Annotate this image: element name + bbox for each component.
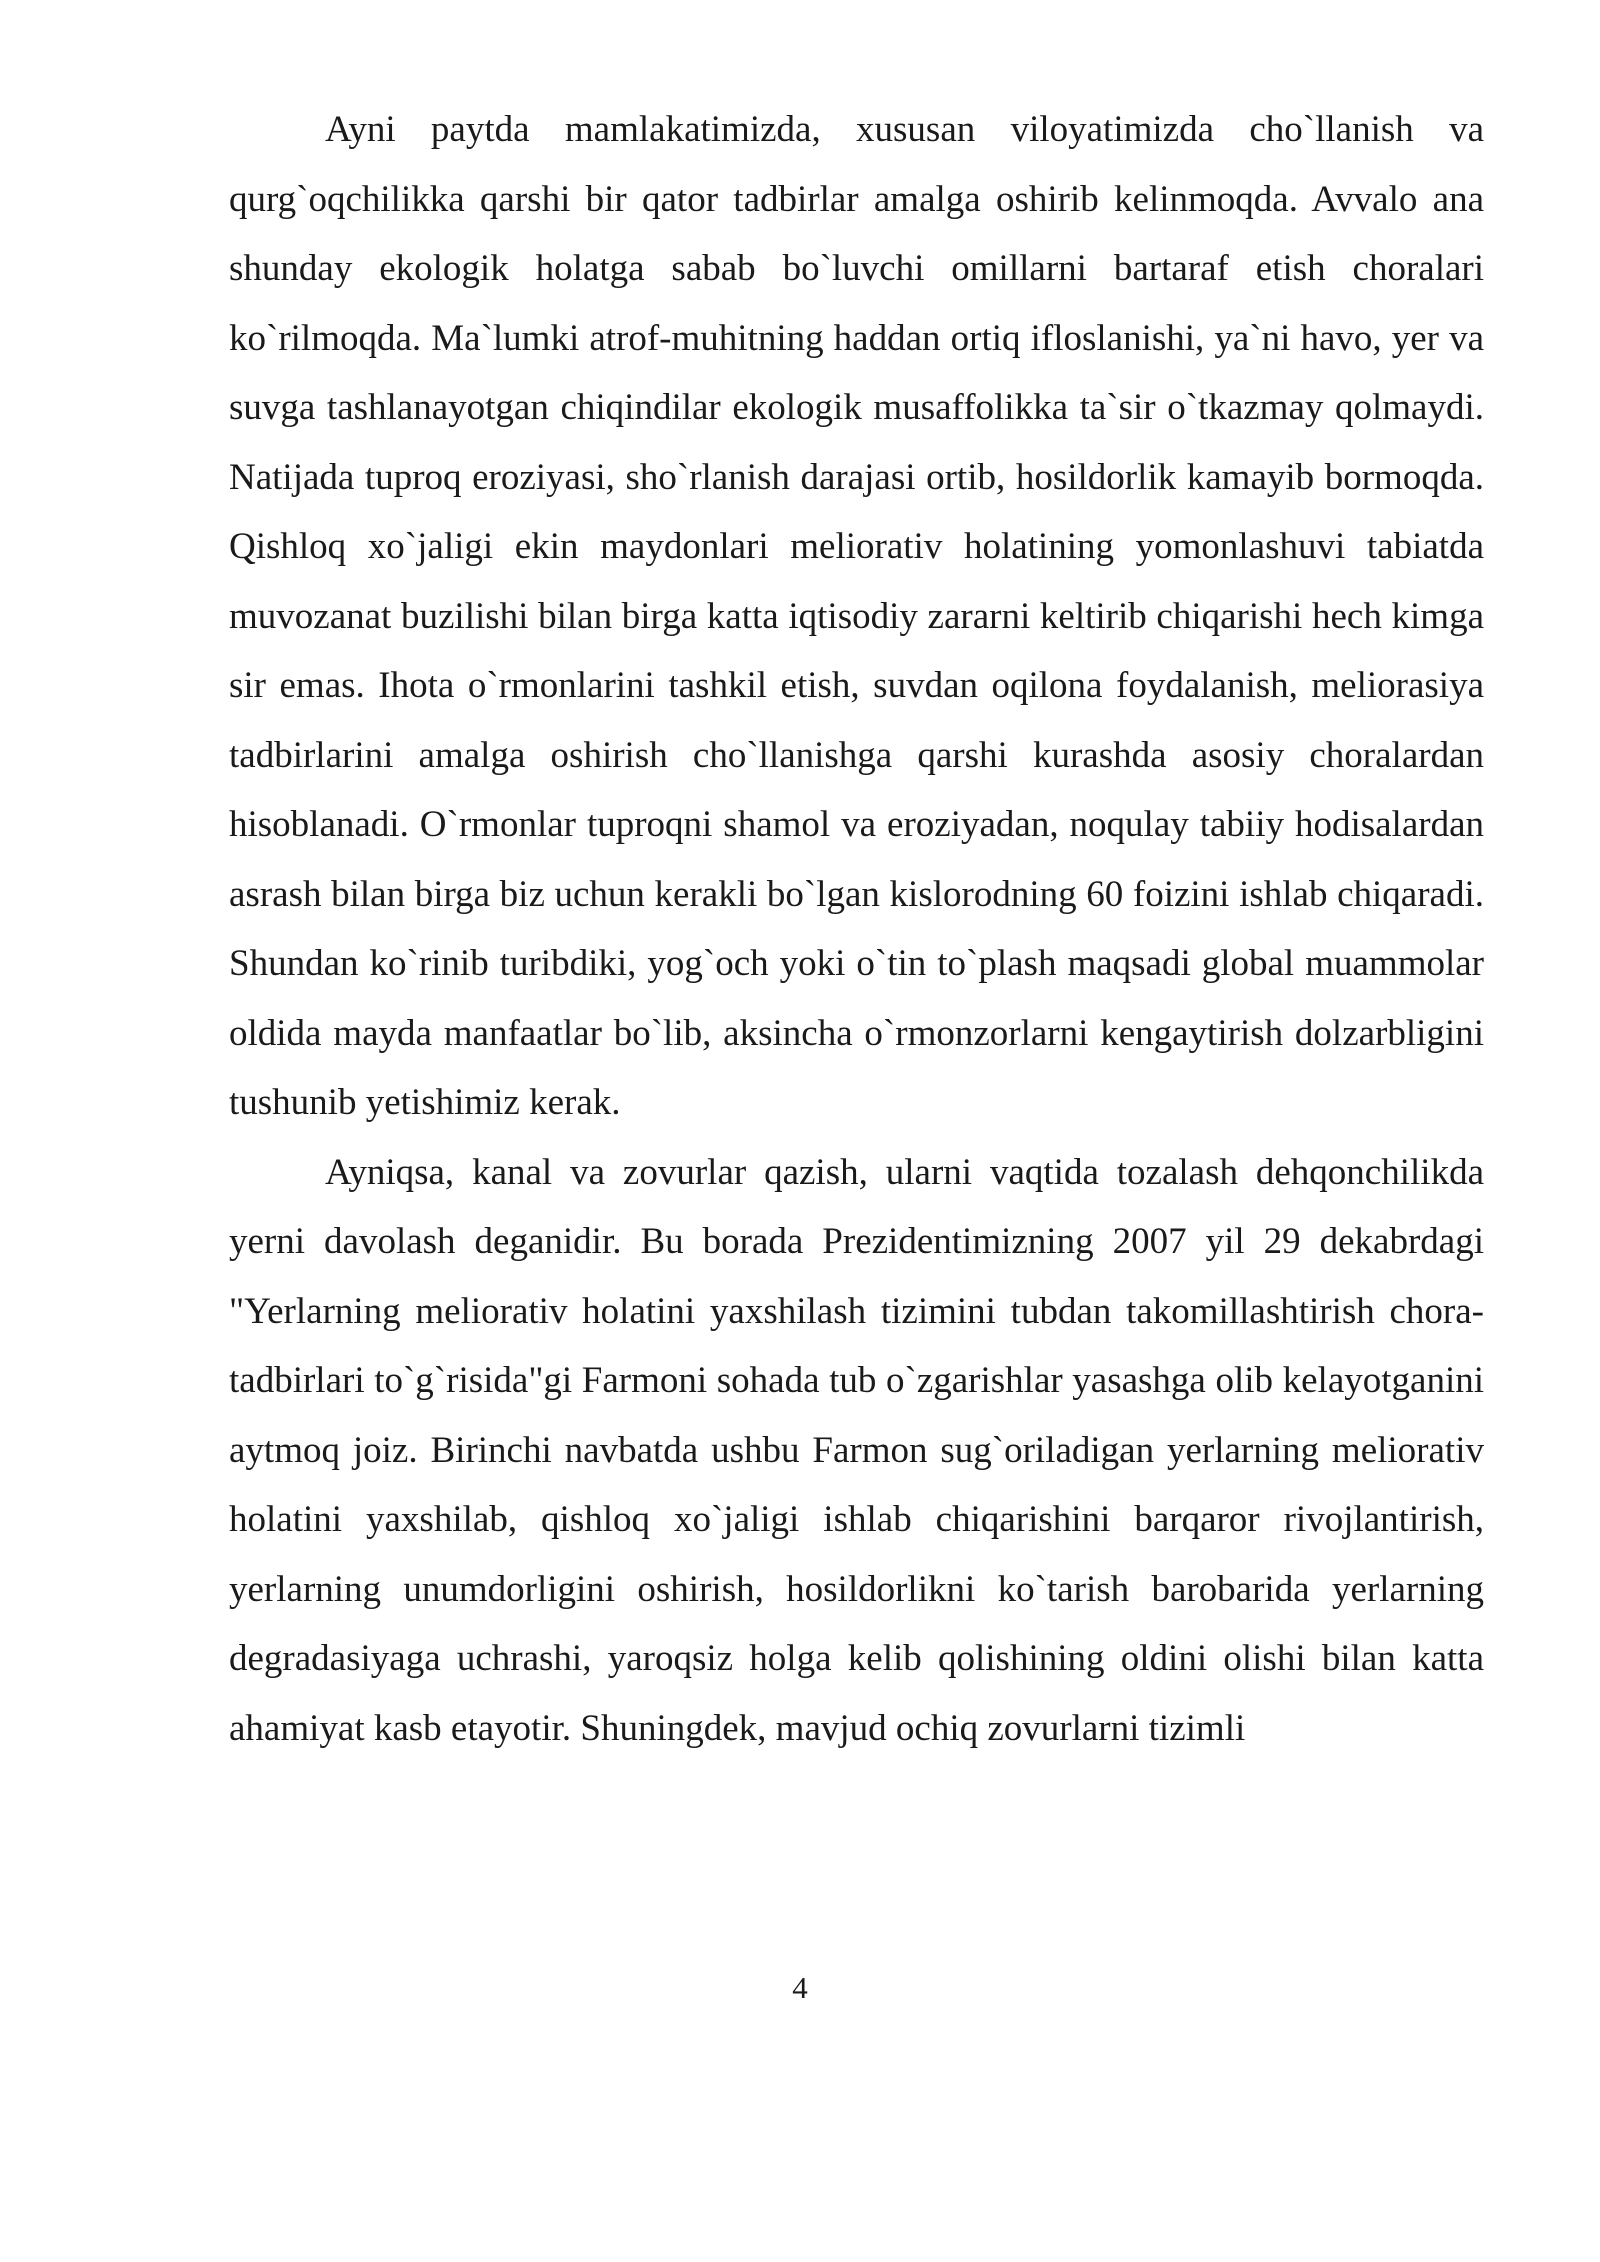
page-number: 4 (792, 1970, 808, 2005)
body-text (229, 95, 1484, 1763)
paragraph-2: Ayniqsa, kanal va zovurlar qazish, ularni vaqtida tozalash dehqonchilikda yerni davolash deganidir. Bu borada Prezidentimizning 2007 yil 29 dekabrdagi "Yerlarning meliorativ holatini yaxshilash tizimini tubdan takomillashtirish chora-tadbirlari to`g`risida"gi Farmoni sohada tub o`zgarishlar yasashga olib kelayotganini aytmoq joiz. Birinchi navbatda ushbu Farmon sug`oriladigan yerlarning meliorativ holatini yaxshilab, qishloq xo`jaligi ishlab chiqarishini barqaror rivojlantirish, yerlarning unumdorligini oshirish, hosildorlikni ko`tarish barobarida yerlarning degradasiyaga uchrashi, yaroqsiz holga kelib qolishining oldini olishi bilan katta ahamiyat kasb etayotir. Shuningdek, mavjud ochiq zovurlarni tizimli (229, 1151, 1484, 1749)
paragraph-1: Ayni paytda mamlakatimizda, xususan viloyatimizda cho`llanish va qurg`oqchilikka qarshi bir qator tadbirlar amalga oshirib kelinmoqda. Avvalo ana shunday ekologik holatga sabab bo`luvchi omillarni bartaraf etish choralari ko`rilmoqda. Ma`lumki atrof-muhitning haddan ortiq ifloslanishi, ya`ni havo, yer va suvga tashlanayotgan chiqindilar ekologik musaffolikka ta`sir o`tkazmay qolmaydi. Natijada tuproq eroziyasi, sho`rlanish darajasi ortib, hosildorlik kamayib bormoqda. Qishloq xo`jaligi ekin maydonlari meliorativ holatining yomonlashuvi tabiatda muvozanat buzilishi bilan birga katta iqtisodiy zararni keltirib chiqarishi hech kimga sir emas. Ihota o`rmonlarini tashkil etish, suvdan oqilona foydalanish, meliorasiya tadbirlarini amalga oshirish cho`llanishga qarshi kurashda asosiy choralardan hisoblanadi. O`rmonlar tuproqni shamol va eroziyadan, noqulay tabiiy hodisalardan asrash bilan birga biz uchun kerakli bo`lgan kislorodning 60 foizini ishlab chiqaradi. Shundan ko`rinib turibdiki, yog`och yoki o`tin to`plash maqsadi global muammolar oldida mayda manfaatlar bo`lib, aksincha o`rmonzorlarni kengaytirish dolzarbligini tushunib yetishimiz kerak. (229, 109, 1484, 1123)
